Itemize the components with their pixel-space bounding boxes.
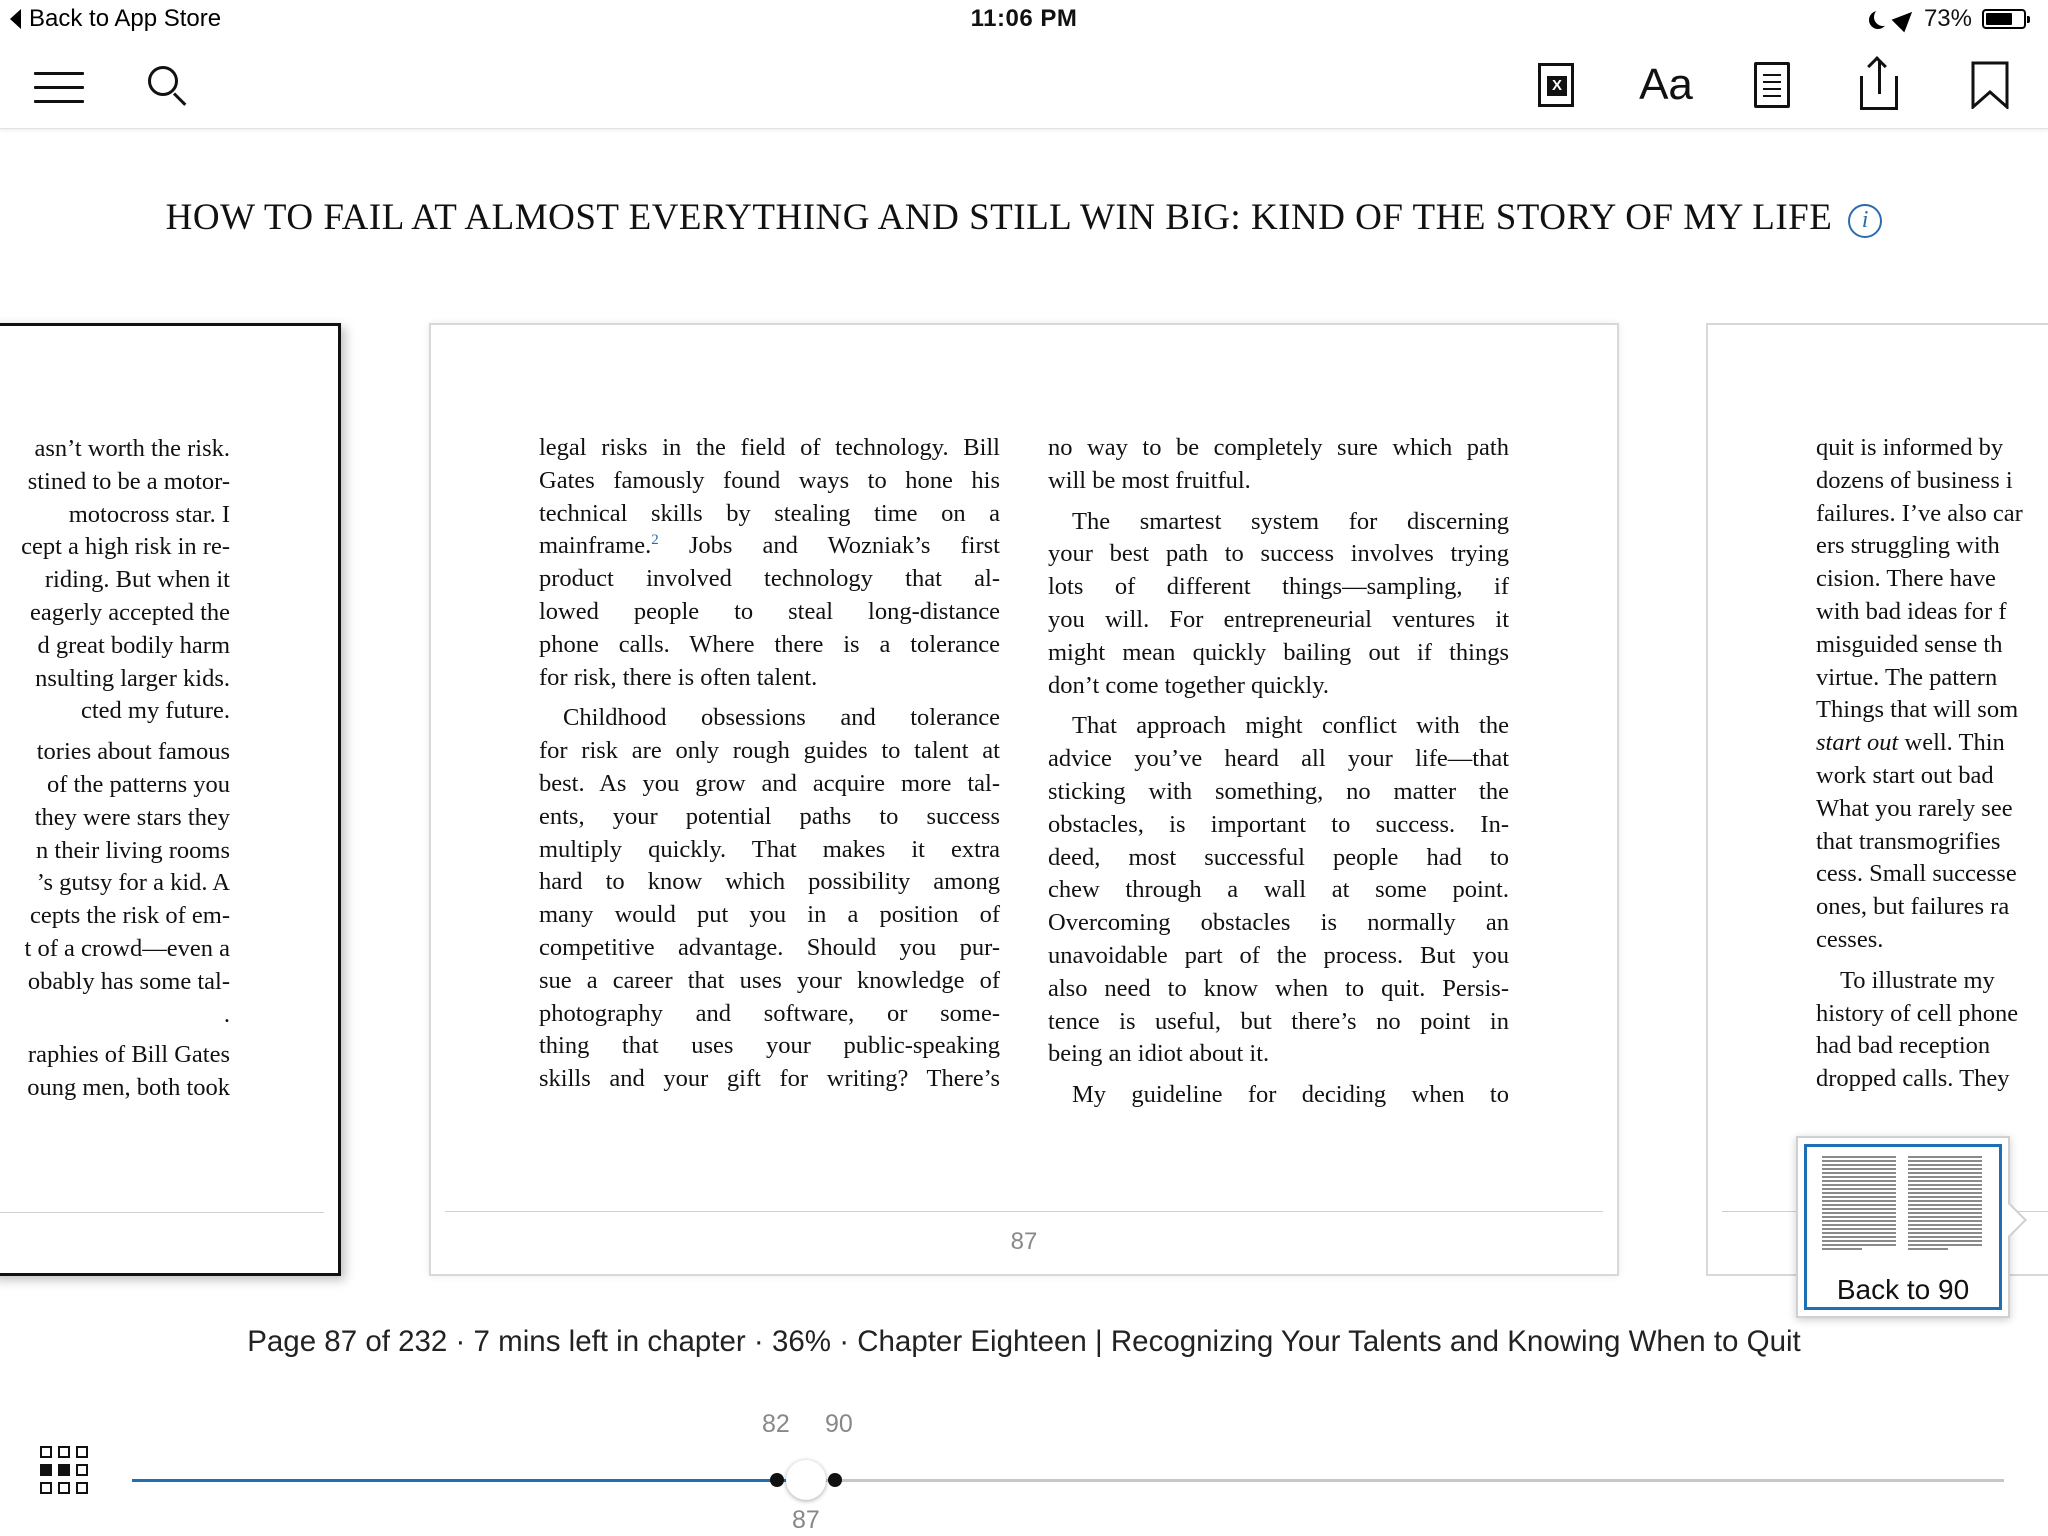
text-line: don’t come together quickly. [1048,671,1329,699]
column-1 [539,432,1000,1104]
previous-page-text [21,433,230,1105]
page-slider[interactable] [132,1466,2004,1496]
text-line: that transmogrifies [1816,827,2001,855]
text-line: will be most fruitful. [1048,466,1251,494]
text-line: unavoidable part of the process. But you [1048,941,1509,969]
text-line: obstacles, is important to success. In- [1048,810,1509,838]
text-line: raphies of Bill Gates [27,1041,230,1069]
page-rule [0,1212,324,1213]
text-line: with bad ideas for f [1816,597,2007,625]
slider-progress [132,1479,815,1482]
text-line: mainframe. [539,532,652,560]
text-line: . [223,1000,230,1028]
text-line: Overcoming obstacles is normally an [1048,909,1509,937]
back-to-label: Back to 90 [1836,1274,1970,1305]
text-line: t of a crowd—even a [24,934,230,962]
next-page-text [1816,432,2023,1096]
bookmark-icon[interactable] [1970,60,2010,110]
text-line: lots of different things—sampling, if [1048,573,1509,601]
book-title [0,196,2048,239]
battery-icon [1982,9,2026,29]
footnote-link[interactable]: 2 [651,532,659,549]
text-line: deed, most successful people had to [1048,843,1509,871]
text-line: ones, but failures ra [1816,893,2010,921]
text-line: oung men, both took [27,1074,230,1102]
text-line: obably has some tal- [27,967,230,995]
text-line: dozens of business i [1816,466,2013,494]
text-line: nsulting larger kids. [35,664,230,692]
page-number: 87 [1010,1228,1038,1255]
do-not-disturb-icon [1874,8,1892,26]
text-line: virtue. The pattern [1816,663,1998,691]
text-line: skills and your gift for writing? There’s [539,1065,1000,1093]
slider-label-90: 90 [825,1410,853,1438]
text-line: ’s gutsy for a kid. A [36,869,230,897]
text-line: Things that will som [1816,696,2019,724]
text-line: What you rarely see [1816,794,2013,822]
text-line: work start out bad [1816,761,1994,789]
page-grid-icon[interactable] [40,1446,90,1496]
text-line: motocross star. I [68,500,230,528]
text-line: The smartest system for discerning [1072,507,1509,535]
text-line: riding. But when it [44,566,230,594]
text-line: of the patterns you [46,770,230,798]
share-icon[interactable] [1860,60,1900,110]
status-bar [0,0,2048,42]
text-line: lowed people to steal long-distance [539,597,1000,625]
slider-mark-82 [770,1473,784,1487]
text-line: Jobs and Wozniak’s first [658,532,1000,560]
text-line: cess. Small successe [1816,860,2017,888]
column-2 [1048,432,1509,1120]
text-line: also need to know when to quit. Persis- [1048,974,1509,1002]
text-line: stined to be a motor- [27,467,230,495]
text-line: legal risks in the field of technology. Bill [539,434,1000,461]
text-line: cision. There have [1816,565,1996,593]
text-line: for risk are only rough guides to talent at [539,737,1000,765]
text-line: asn’t worth the risk. [34,435,230,462]
text-line: start out well. Thin [1816,729,2005,757]
text-line: n their living rooms [36,836,230,864]
text-line: thing that uses your public-speaking [539,1032,1000,1060]
text-line: being an idiot about it. [1048,1040,1270,1068]
x-ray-icon[interactable] [1536,60,1576,110]
text-line: failures. I’ve also car [1816,499,2023,527]
text-line: for risk, there is often talent. [539,663,818,691]
text-line: you will. For entrepreneurial ventures it [1048,605,1509,633]
text-line: cept a high risk in re- [21,533,230,561]
slider-thumb[interactable] [786,1460,826,1500]
previous-page-preview[interactable] [0,323,341,1276]
text-line: multiply quickly. That makes it extra [539,835,1000,863]
back-to-app-store-label: Back to App Store [29,5,222,32]
text-line: sue a career that uses your knowledge of [539,966,1000,994]
text-line: competitive advantage. Should you pur- [539,933,1000,961]
text-line: they were stars they [34,803,230,831]
menu-icon[interactable] [34,60,86,110]
back-to-page-popup[interactable] [1796,1136,2010,1318]
text-line: quit is informed by [1816,434,2004,461]
text-line: cted my future. [81,697,230,725]
text-line: hard to know which possibility among [539,868,1000,896]
text-line: cesses. [1816,925,1884,953]
text-line: phone calls. Where there is a tolerance [539,630,1000,658]
text-line: tories about famous [36,738,230,766]
text-line: many would put you in a position of [539,901,1000,929]
text-line: cepts the risk of em- [29,902,230,930]
clock: 11:06 PM [970,5,1078,32]
text-line: might mean quickly bailing out if things [1048,638,1509,666]
text-line: That approach might conflict with the [1072,712,1509,740]
x-ray-letter: X [1547,76,1567,96]
status-right [1868,5,2026,33]
text-line: no way to be completely sure which path [1048,434,1509,461]
text-line: your best path to success involves trying [1048,540,1509,568]
text-line: sticking with something, no matter the [1048,777,1509,805]
text-line: eagerly accepted the [30,598,230,626]
text-line: d great bodily harm [37,631,230,659]
location-icon [1892,6,1919,33]
text-line: best. As you grow and acquire more tal- [539,769,1000,797]
slider-mark-90 [828,1473,842,1487]
text-line: photography and software, or some- [539,999,1000,1027]
text-line: chew through a wall at some point. [1048,876,1509,904]
search-icon[interactable] [144,60,192,110]
page-rule [445,1211,1603,1212]
text-line: tence is useful, but there’s no point in [1048,1007,1509,1035]
text-line: advice you’ve heard all your life—that [1048,745,1509,773]
font-settings-button[interactable]: Aa [1639,60,1693,109]
text-line: ers struggling with [1816,532,2000,560]
text-line: To illustrate my [1840,966,1995,994]
text-line: had bad reception [1816,1032,1991,1060]
book-title-text: HOW TO FAIL AT ALMOST EVERYTHING AND STILL WIN BIG: KIND OF THE STORY OF MY LIFE [165,197,1833,238]
reader-toolbar [0,42,2048,129]
text-line: ents, your potential paths to success [539,802,1000,830]
text-line: My guideline for deciding when to [1072,1081,1509,1109]
text-line: Gates famously found ways to hone his [539,466,1000,494]
page-thumbnail [1814,1152,1988,1258]
text-line: product involved technology that al- [539,565,1000,593]
page-view-icon[interactable] [1752,60,1792,110]
info-icon[interactable]: i [1848,204,1882,238]
slider-label-82: 82 [762,1410,790,1438]
current-page[interactable] [429,323,1619,1276]
text-line: Childhood obsessions and tolerance [563,704,1000,732]
slider-current-page: 87 [792,1506,820,1534]
text-line: dropped calls. They [1816,1065,2010,1093]
battery-percent: 73% [1923,5,1972,32]
text-line: technical skills by stealing time on a [539,499,1000,527]
text-line-with-footnote [539,530,1000,563]
next-page-preview[interactable] [1706,323,2048,1276]
text-line: misguided sense th [1816,630,2003,658]
reading-progress-info: Page 87 of 232 · 7 mins left in chapter · 36% · Chapter Eighteen | Recognizing Your Talents and Knowing When to Quit [247,1325,1801,1358]
text-line: history of cell phone [1816,999,2019,1027]
